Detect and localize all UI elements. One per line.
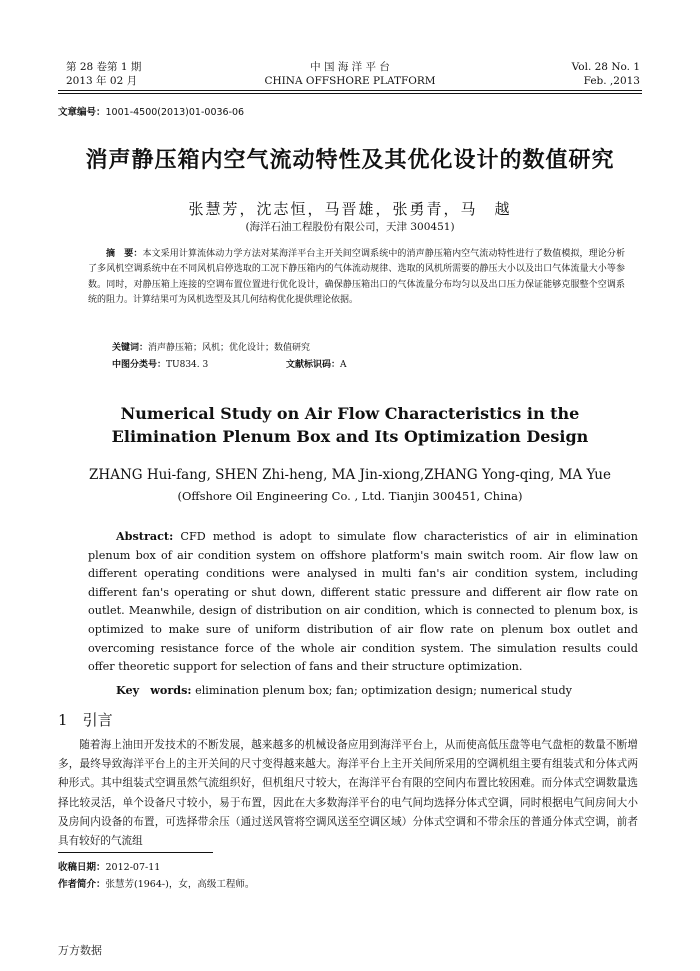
header-volume-en: Vol. 28 No. 1 [571,61,640,73]
keywords-cn-text: 消声静压箱；风机；优化设计；数值研究 [148,343,311,353]
classification-label: 中图分类号： [112,360,167,370]
section-title: 引言 [82,711,113,729]
title-chinese: 消声静压箱内空气流动特性及其优化设计的数值研究 [85,148,615,173]
document-code-label: 文献标识码： [286,360,341,370]
section-heading [58,709,113,730]
document-code-value: A [340,360,347,370]
abstract-chinese [88,247,625,308]
title-en-line-2: Elimination Plenum Box and Its Optimization Design [111,427,589,446]
article-number-label: 文章编号： [58,107,106,118]
document-code [286,357,347,370]
header-date-cn: 2013 年 02 月 [66,75,138,87]
abstract-cn-text: 本文采用计算流体动力学方法对某海洋平台主开关间空调系统中的消声静压箱内空气流动特性进行了数值模拟，理论分析了多风机空调系统中在不同风机启停选取的工况下静压箱内的气体流动规律、选取的风机所需要的静压大小以及出口气体流量大小等参数。同时，对静压箱上连接的空调布置位置进行优化设计，确保静压箱出口的气体流量分布均匀以及出口压力保证能够克服整个空调系统的阻力。计算结果可为风机选型及其几何结构优化提供理论依据。 [88,249,625,305]
keywords-en-text: elimination plenum box; fan; optimization design; numerical study [195,684,572,697]
header-journal-cn: 中 国 海 洋 平 台 [310,61,390,73]
running-header [58,60,642,92]
author-bio-label: 作者简介： [58,879,106,890]
footnote-received [58,859,160,873]
title-en-line-1: Numerical Study on Air Flow Characteristics in the [120,404,580,423]
affiliation-english: (Offshore Oil Engineering Co. , Ltd. Tianjin 300451, China) [177,489,523,503]
keywords-chinese [112,340,310,353]
article-number [58,104,244,118]
body-paragraph: 随着海上油田开发技术的不断发展，越来越多的机械设备应用到海洋平台上，从而使高低压盘等电气盘柜的数量不断增多，最终导致海洋平台上的主开关间的尺寸变得越来越大。海洋平台上主开关间所采用的空调机组主要有组装式和分体式两种形式。其中组装式空调虽然气流组织好，但机组尺寸较大，在海洋平台有限的空间内布置比较困难。而分体式空调数量选择比较灵活，单个设备尺寸较小，易于布置，因此在大多数海洋平台的电气间均选择分体式空调，同时根据电气间房间大小及房间内设备的布置，可选择带余压（通过送风管将空调风送至空调区域）分体式空调和不带余压的普通分体式空调，前者具有较好的气流组 [58,739,638,848]
footnote-author [58,876,254,890]
header-volume-cn: 第 28 卷第 1 期 [66,61,142,73]
header-date-en: Feb. ,2013 [583,75,640,87]
keywords-english [116,682,572,698]
author-bio-value: 张慧芳(1964-)，女，高级工程师。 [105,879,255,890]
keywords-en-label: Key words: [116,683,192,697]
header-rule-thick [58,90,642,91]
received-label: 收稿日期： [58,862,106,873]
authors-english: ZHANG Hui-fang, SHEN Zhi-heng, MA Jin-xiong,ZHANG Yong-qing, MA Yue [89,467,611,483]
header-right [572,60,640,88]
abstract-cn-label: 摘 要： [106,249,143,259]
section-number: 1 [58,711,68,729]
classification-number [112,357,208,370]
article-number-value: 1001-4500(2013)01-0036-06 [105,107,245,118]
footnote-rule [58,852,213,853]
classification-value: TU834. 3 [166,360,209,370]
affiliation-chinese: (海洋石油工程股份有限公司，天津 300451) [245,221,455,233]
received-value: 2012-07-11 [105,862,161,873]
header-journal-en: CHINA OFFSHORE PLATFORM [264,75,436,87]
header-center [58,60,642,88]
title-english [0,402,700,448]
authors-chinese: 张慧芳，沈志恒，马晋雄，张勇青，马 越 [188,200,512,218]
watermark: 万方数据 [58,944,102,957]
abstract-en-text: CFD method is adopt to simulate flow characteristics of air in elimination plenum box of air condition system on offshore platform's main switch room. Air flow law on different operating conditions were analysed in multi fan's air condition system, including different fan's operating or shut down, different static pressure and different air flow rate on outlet. Meanwhile, design of distribution on air condition, which is connected to plenum box, is optimized to make sure of uniform distribution of air flow rate on plenum box outlet and overcoming resistance force of the whole air condition system. The simulation results could offer theoretic support for selection of fans and their structure optimization. [88,530,638,674]
header-rule-thin [58,93,642,94]
abstract-en-label: Abstract: [116,529,174,543]
keywords-cn-label: 关键词： [112,343,149,353]
abstract-english [88,527,638,677]
